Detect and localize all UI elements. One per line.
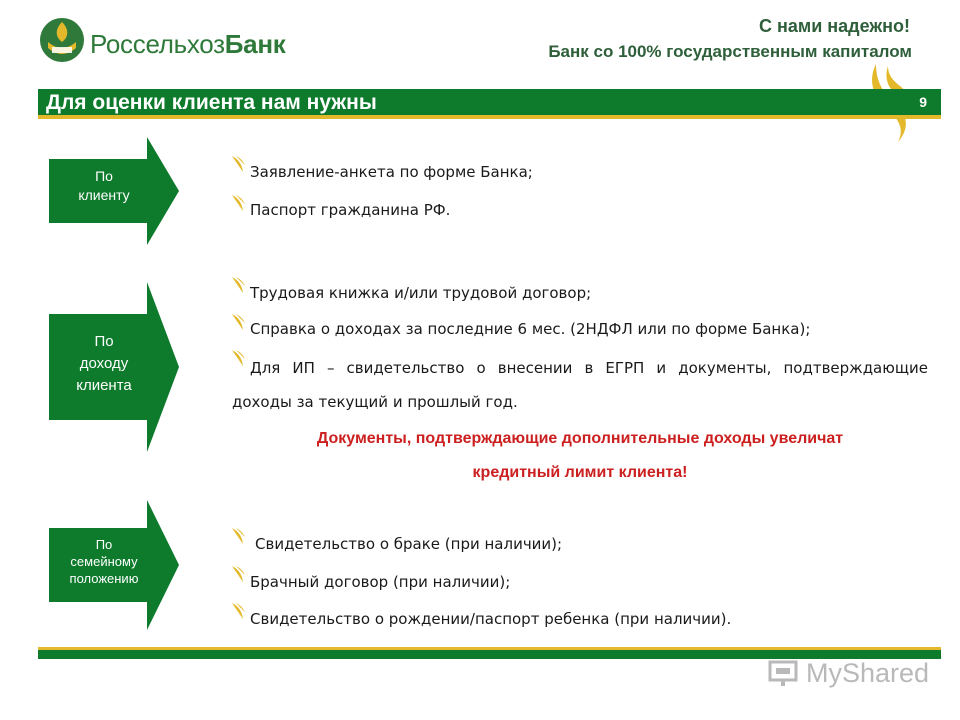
list-item: Трудовая книжка и/или трудовой договор; — [250, 284, 592, 302]
list-item: Паспорт гражданина РФ. — [250, 201, 451, 219]
highlight-line-2: кредитный лимит клиента! — [472, 464, 688, 481]
highlight-line-1: Документы, подтверждающие дополнительные доходы увеличат — [316, 430, 844, 447]
list-item: Для ИП – свидетельство о внесении в ЕГРП и документы, подтверждающие — [250, 359, 928, 377]
wheat-emblem-icon — [38, 14, 86, 66]
gold-bullet-icon — [230, 565, 246, 583]
title-bar — [38, 89, 941, 119]
arrow-label: По семейному положению — [69, 537, 139, 586]
gold-bullet-icon — [230, 313, 246, 331]
gold-bullet-icon — [230, 155, 246, 173]
arrow-label: По клиенту — [78, 168, 130, 203]
arrow-by-client — [49, 137, 181, 245]
gold-bullet-icon — [230, 194, 246, 212]
arrow-by-income — [49, 282, 181, 452]
presentation-icon — [768, 660, 800, 688]
list-item: Свидетельство о браке (при наличии); — [255, 535, 563, 553]
slide-title: Для оценки клиента нам нужны — [46, 91, 377, 114]
arrow-label: По доходу клиента — [76, 333, 132, 394]
watermark-text: MyShared — [806, 658, 930, 688]
bank-logo — [38, 14, 318, 68]
gold-bullet-icon — [230, 276, 246, 294]
list-item: Заявление-анкета по форме Банка; — [250, 163, 533, 181]
logo-text: РоссельхозБанк — [90, 29, 286, 59]
list-item: Свидетельство о рождении/паспорт ребенка (при наличии). — [250, 610, 732, 628]
slogan-capital: Банк со 100% государственным капиталом — [548, 42, 912, 61]
gold-bullet-icon — [230, 602, 246, 620]
watermark — [768, 656, 928, 692]
list-item-continuation: доходы за текущий и прошлый год. — [232, 393, 518, 411]
gold-bullet-icon — [230, 349, 246, 367]
list-item: Справка о доходах за последние 6 мес. (2НДФЛ или по форме Банка); — [250, 320, 811, 338]
page-number: 9 — [919, 94, 927, 110]
slogan-reliable: С нами надежно! — [759, 16, 910, 36]
gold-bullet-icon — [230, 527, 246, 545]
list-item: Брачный договор (при наличии); — [250, 573, 511, 591]
arrow-by-family — [49, 500, 181, 630]
